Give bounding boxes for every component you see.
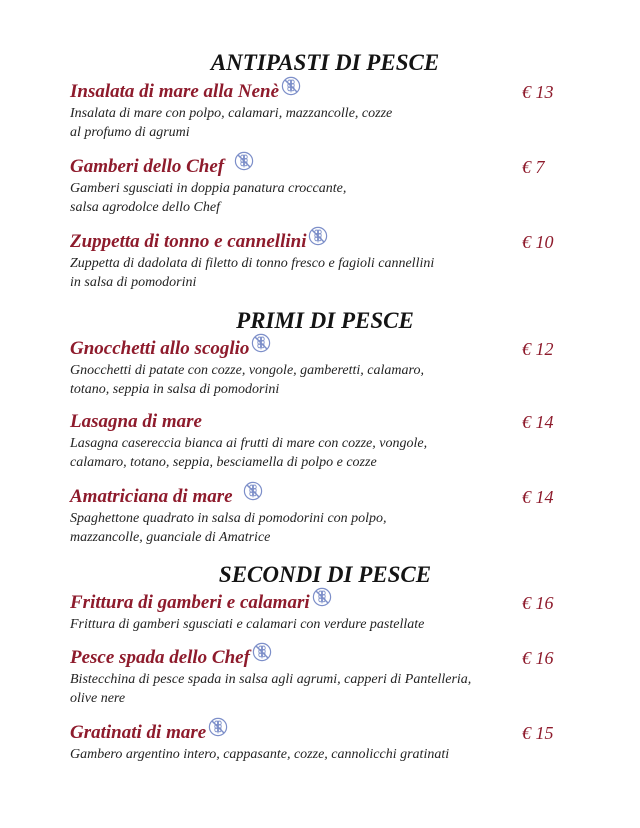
dish-price: € 10	[522, 232, 554, 252]
menu-item-frittura	[70, 591, 570, 635]
dish-name: Zuppetta di tonno e cannellini	[70, 231, 307, 252]
gluten-free-icon	[234, 151, 254, 171]
dish-description-line: salsa agrodolce dello Chef	[70, 199, 220, 215]
dish-name: Amatriciana di mare	[70, 486, 233, 507]
dish-price: € 7	[522, 157, 545, 177]
dish-description-line: olive nere	[70, 690, 126, 706]
menu-item-gnocchetti-allo-scoglio	[70, 337, 570, 399]
dish-description-line: Gnocchetti di patate con cozze, vongole, gamberetti, calamaro,	[70, 363, 424, 378]
dish-name: Gamberi dello Chef	[70, 156, 225, 177]
dish-name: Insalata di mare alla Nenè	[70, 81, 280, 102]
menu-item-zuppetta-di-tonno	[70, 230, 570, 292]
dish-name: Lasagna di mare	[70, 411, 202, 432]
dish-description-line: Insalata di mare con polpo, calamari, mazzancolle, cozze	[70, 106, 393, 121]
section-title-secondi: SECONDI DI PESCE	[218, 562, 432, 587]
dish-price: € 16	[522, 648, 554, 668]
gluten-free-icon	[281, 76, 301, 96]
dish-description-line: mazzancolle, guanciale di Amatrice	[70, 529, 271, 545]
section-title-primi: PRIMI DI PESCE	[236, 308, 414, 333]
menu-item-gamberi-dello-chef	[70, 155, 570, 217]
dish-price: € 12	[522, 339, 554, 359]
dish-name: Gratinati di mare	[70, 722, 207, 743]
dish-description-line: Gamberi sgusciati in doppia panatura croccante,	[70, 181, 347, 196]
dish-name: Pesce spada dello Chef	[70, 647, 250, 668]
dish-description-line: totano, seppia in salsa di pomodorini	[70, 381, 280, 397]
dish-description-line: Bistecchina di pesce spada in salsa agli agrumi, capperi di Pantelleria,	[70, 672, 472, 687]
dish-price: € 13	[522, 82, 554, 102]
dish-description-line: Frittura di gamberi sgusciati e calamari con verdure pastellate	[70, 617, 425, 632]
dish-name: Frittura di gamberi e calamari	[70, 592, 310, 613]
dish-price: € 16	[522, 593, 554, 613]
dish-price: € 15	[522, 723, 554, 743]
gluten-free-icon	[243, 481, 263, 501]
section-title-antipasti: ANTIPASTI DI PESCE	[210, 50, 440, 75]
dish-description-line: Gambero argentino intero, cappasante, cozze, cannolicchi gratinati	[70, 747, 450, 762]
dish-description-line: in salsa di pomodorini	[70, 274, 197, 290]
dish-description-line: al profumo di agrumi	[70, 124, 190, 140]
gluten-free-icon	[251, 333, 271, 353]
dish-description-line: Lasagna casereccia bianca ai frutti di mare con cozze, vongole,	[70, 436, 428, 451]
menu-item-amatriciana-di-mare	[70, 485, 570, 547]
dish-description-line: Zuppetta di dadolata di filetto di tonno fresco e fagioli cannellini	[70, 256, 435, 271]
menu-item-gratinati-di-mare	[70, 721, 570, 765]
dish-description-line: calamaro, totano, seppia, besciamella di polpo e cozze	[70, 454, 377, 470]
menu-item-insalata-di-mare	[70, 80, 570, 142]
gluten-free-icon	[252, 642, 272, 662]
dish-price: € 14	[522, 487, 554, 507]
gluten-free-icon	[308, 226, 328, 246]
menu-item-pesce-spada	[70, 646, 570, 708]
gluten-free-icon	[312, 587, 332, 607]
dish-description-line: Spaghettone quadrato in salsa di pomodorini con polpo,	[70, 511, 387, 526]
menu-item-lasagna-di-mare	[70, 410, 570, 472]
dish-price: € 14	[522, 412, 554, 432]
dish-name: Gnocchetti allo scoglio	[70, 338, 250, 359]
gluten-free-icon	[208, 717, 228, 737]
